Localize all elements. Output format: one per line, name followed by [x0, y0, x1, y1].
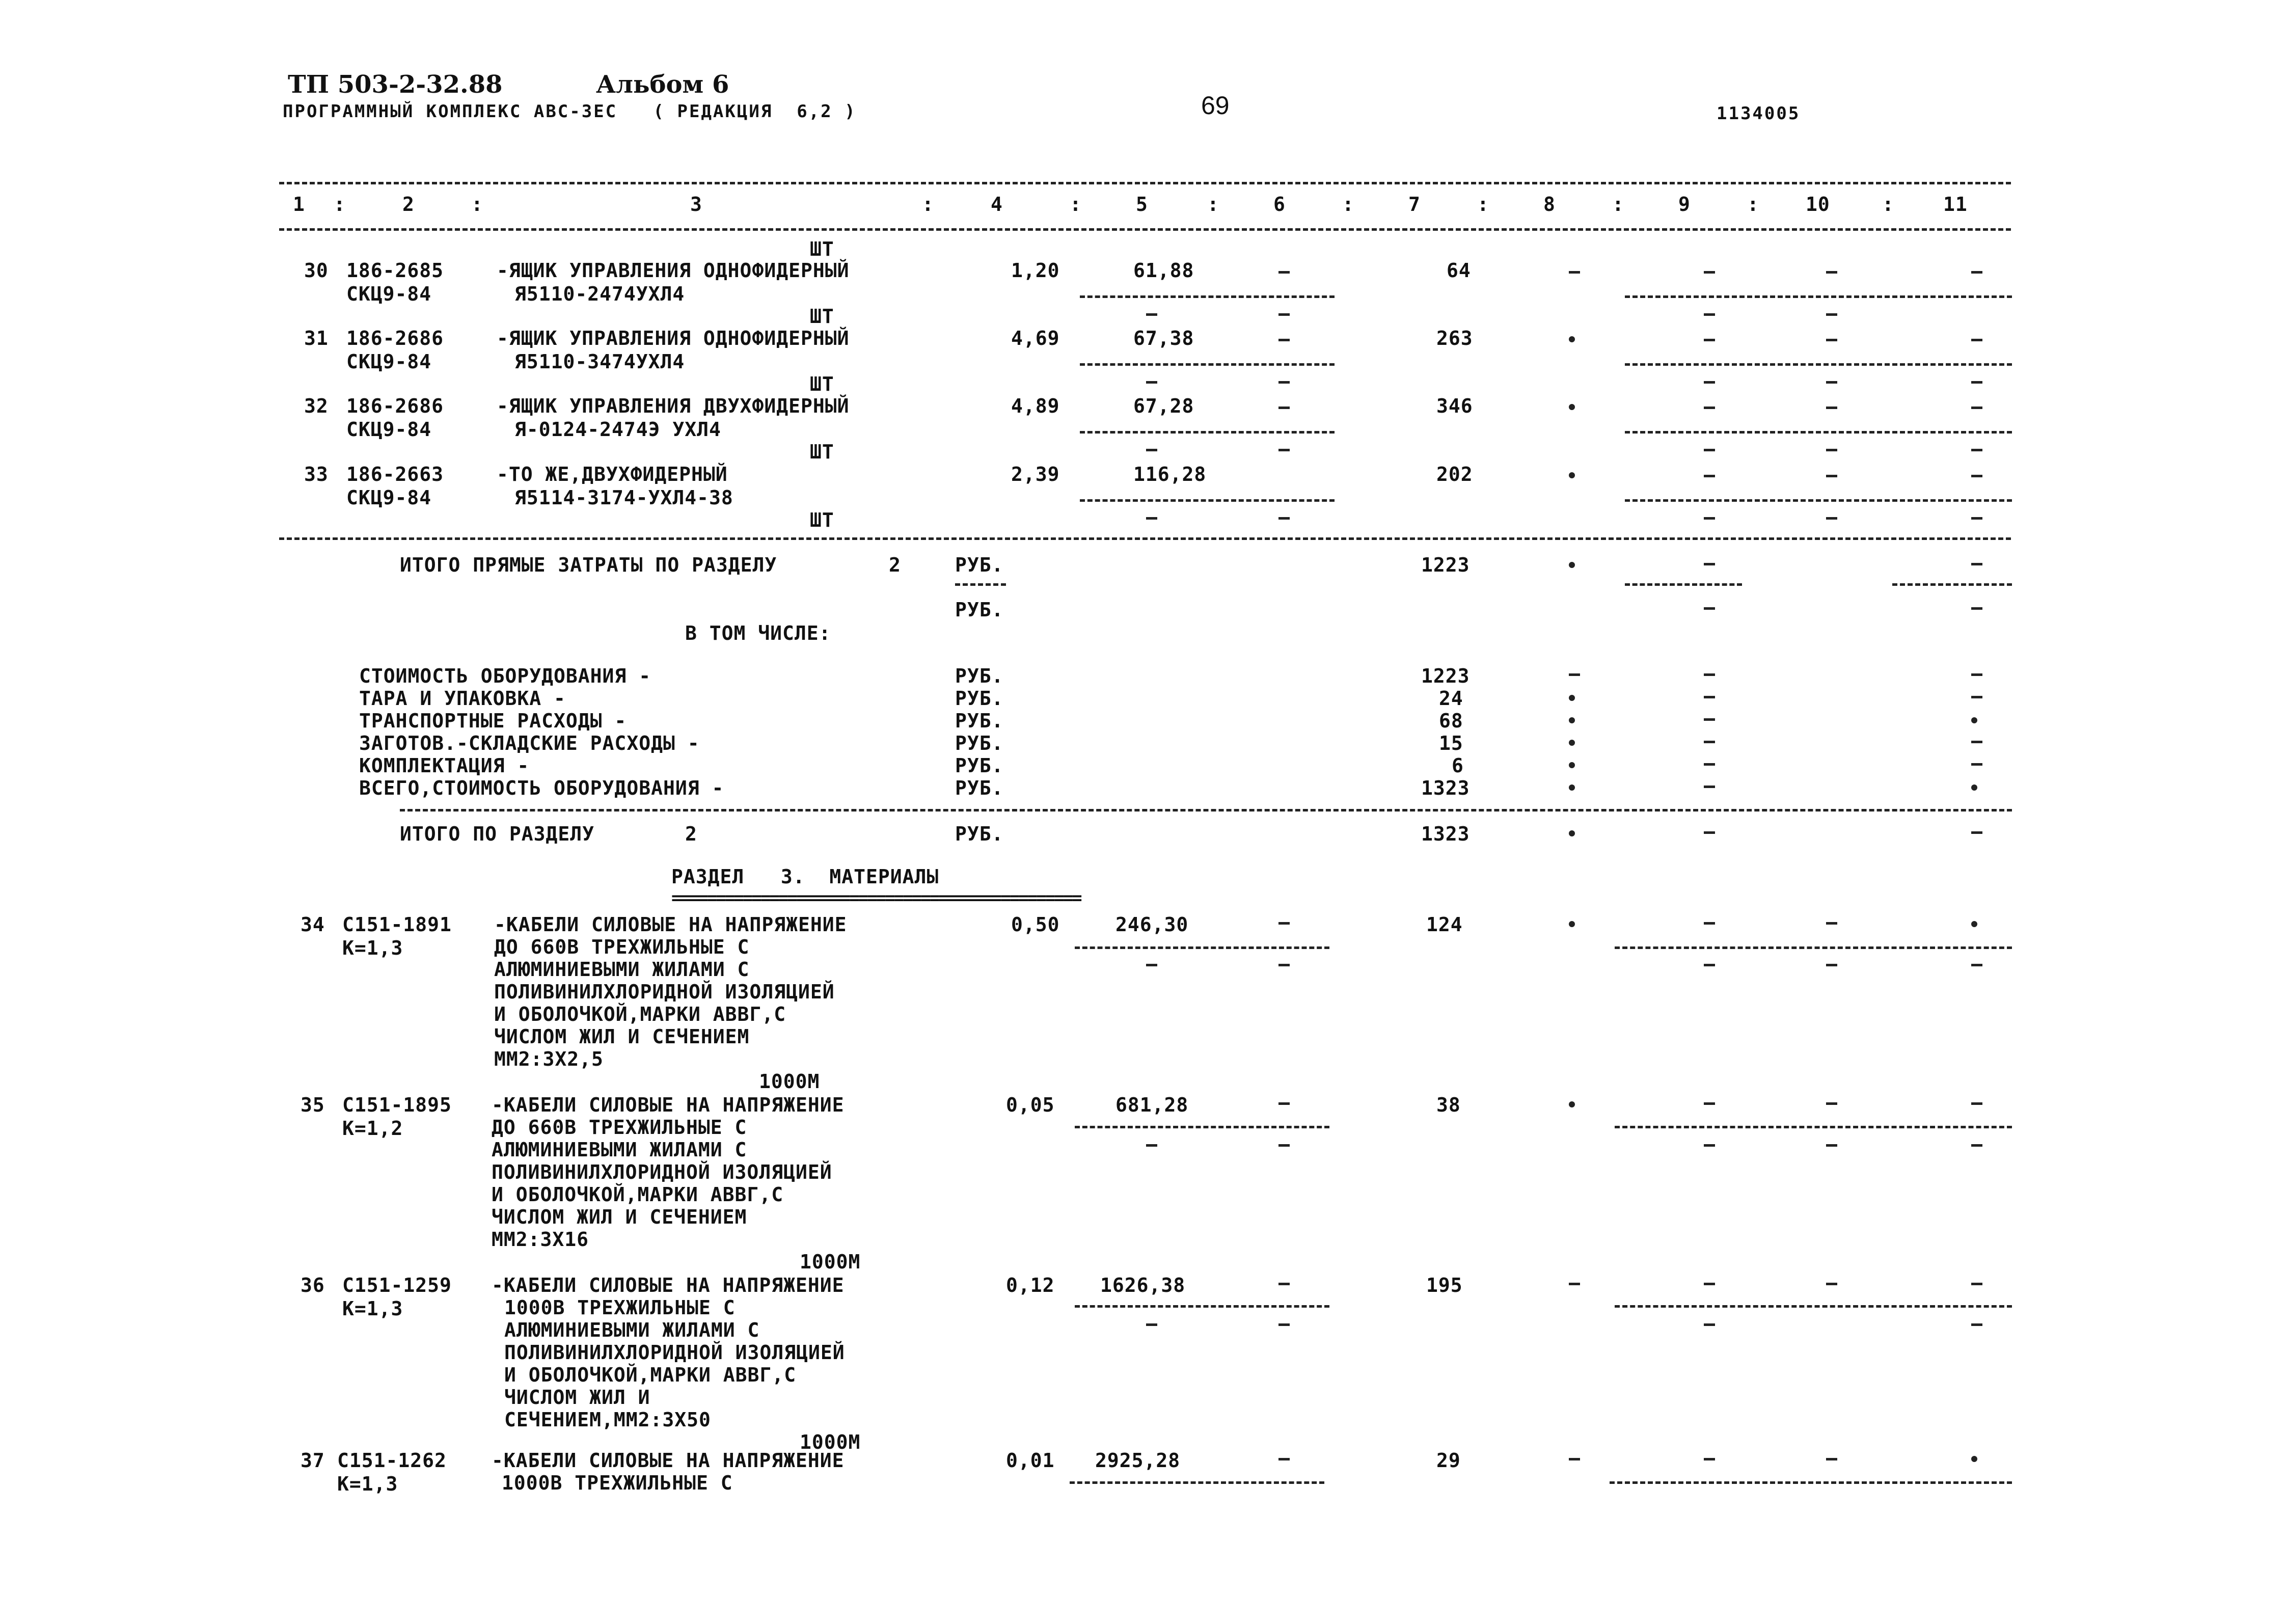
direct-cost-unit-2: РУБ.	[955, 599, 1004, 621]
row-quantity: 0,01	[1006, 1449, 1055, 1472]
empty-mark	[1278, 313, 1290, 316]
row-desc-line: АЛЮМИНИЕВЫМИ ЖИЛАМИ С	[494, 958, 750, 981]
row-desc-line: ДО 660В ТРЕХЖИЛЬНЫЕ С	[492, 1116, 747, 1139]
breakdown-value: 24	[1439, 687, 1463, 710]
table-top-border	[279, 182, 2011, 184]
empty-mark	[1278, 517, 1290, 520]
col-sep: :	[471, 193, 483, 215]
breakdown-unit: РУБ.	[955, 665, 1004, 687]
row-separator	[1625, 499, 2012, 502]
breakdown-value: 1323	[1421, 777, 1470, 799]
bullet-mark	[1971, 1456, 1977, 1462]
row-separator	[1892, 583, 2012, 586]
row-number: 31	[304, 327, 329, 349]
row-separator	[1625, 295, 2012, 298]
col-sep: :	[1070, 193, 1082, 215]
row-description: -ЯЩИК УПРАВЛЕНИЯ ОДНОФИДЕРНЫЙ	[497, 327, 850, 349]
row-number: 30	[304, 259, 329, 282]
empty-mark	[1971, 449, 1982, 451]
col-header-5: 5	[1136, 193, 1148, 215]
row-code: С151-1262	[337, 1449, 447, 1472]
breakdown-unit: РУБ.	[955, 732, 1004, 754]
row-desc-line: И ОБОЛОЧКОЙ,МАРКИ АВВГ,С	[494, 1003, 786, 1025]
section-total-value: 1323	[1421, 823, 1470, 845]
empty-mark	[1971, 741, 1982, 743]
row-desc-line: ЧИСЛОМ ЖИЛ И СЕЧЕНИЕМ	[492, 1206, 747, 1228]
empty-mark	[1826, 964, 1837, 966]
breakdown-value: 1223	[1421, 665, 1470, 687]
row-desc-line: -КАБЕЛИ СИЛОВЫЕ НА НАПРЯЖЕНИЕ	[492, 1094, 845, 1116]
empty-mark	[1971, 381, 1982, 384]
empty-mark	[1278, 407, 1290, 409]
empty-mark	[1146, 1144, 1157, 1147]
empty-mark	[1704, 1283, 1715, 1285]
empty-mark	[1704, 763, 1715, 766]
direct-cost-total: 1223	[1421, 554, 1470, 576]
section-rule	[400, 809, 2012, 811]
doc-code: ТП 503-2-32.88	[288, 70, 503, 99]
bullet-mark	[1569, 830, 1575, 836]
row-coefficient: К=1,3	[342, 1297, 403, 1320]
empty-mark	[1278, 339, 1290, 341]
row-total: 263	[1436, 327, 1473, 349]
row-separator	[1080, 499, 1335, 502]
section-total-unit: РУБ.	[955, 823, 1004, 845]
row-unit: ШТ	[810, 238, 834, 260]
row-number: 32	[304, 395, 329, 417]
row-desc-line: -КАБЕЛИ СИЛОВЫЕ НА НАПРЯЖЕНИЕ	[494, 913, 847, 936]
empty-mark	[1704, 517, 1715, 520]
bullet-mark	[1569, 1101, 1575, 1107]
row-total: 124	[1426, 913, 1463, 936]
row-number: 33	[304, 463, 329, 485]
empty-mark	[1971, 964, 1982, 966]
empty-mark	[1704, 339, 1715, 341]
bullet-mark	[1569, 921, 1575, 927]
empty-mark	[1278, 922, 1290, 925]
col-header-3: 3	[690, 193, 702, 215]
row-separator	[1625, 363, 2012, 366]
col-header-7: 7	[1408, 193, 1421, 215]
row-price: 67,28	[1133, 395, 1194, 417]
empty-mark	[1146, 1323, 1157, 1326]
empty-mark	[1704, 964, 1715, 966]
row-coefficient: К=1,3	[337, 1473, 398, 1495]
empty-mark	[1704, 475, 1715, 477]
row-price: 61,88	[1133, 259, 1194, 282]
empty-mark	[1278, 449, 1290, 451]
col-sep: :	[1342, 193, 1354, 215]
program-line: ПРОГРАММНЫЙ КОМПЛЕКС АВС-ЗЕС ( РЕДАКЦИЯ 6,2 )	[283, 101, 857, 122]
row-desc-line: ЧИСЛОМ ЖИЛ И	[504, 1386, 650, 1409]
bullet-mark	[1971, 717, 1977, 723]
col-header-6: 6	[1273, 193, 1286, 215]
empty-mark	[1826, 381, 1837, 384]
empty-mark	[1971, 1323, 1982, 1326]
section-title: РАЗДЕЛ 3. МАТЕРИАЛЫ	[671, 865, 939, 888]
row-description: -ЯЩИК УПРАВЛЕНИЯ ОДНОФИДЕРНЫЙ	[497, 259, 850, 282]
breakdown-unit: РУБ.	[955, 687, 1004, 710]
bullet-mark	[1971, 921, 1977, 927]
empty-mark	[1704, 1144, 1715, 1147]
bullet-mark	[1569, 336, 1575, 342]
row-code: С151-1891	[342, 913, 452, 936]
row-separator	[1080, 295, 1335, 298]
col-header-4: 4	[991, 193, 1003, 215]
breakdown-value: 68	[1439, 710, 1463, 732]
empty-mark	[1704, 673, 1715, 676]
row-quantity: 4,69	[1011, 327, 1060, 349]
row-coefficient: К=1,2	[342, 1117, 403, 1140]
row-price: 2925,28	[1095, 1449, 1181, 1472]
empty-mark	[1704, 313, 1715, 316]
row-separator	[1080, 431, 1335, 434]
col-sep: :	[1477, 193, 1489, 215]
row-number: 36	[301, 1274, 325, 1296]
album-label: Альбом 6	[596, 70, 729, 99]
empty-mark	[1704, 407, 1715, 409]
col-sep: :	[922, 193, 934, 215]
empty-mark	[1569, 1458, 1580, 1460]
bullet-mark	[1569, 562, 1575, 568]
empty-mark	[1704, 1458, 1715, 1460]
section-title-underline: ==============================================	[671, 888, 1081, 908]
row-desc-line: ММ2:3Х2,5	[494, 1048, 604, 1070]
col-sep: :	[1612, 193, 1624, 215]
row-coefficient: К=1,3	[342, 937, 403, 959]
row-separator	[1615, 1126, 2012, 1128]
row-separator	[1075, 1126, 1329, 1128]
col-sep: :	[334, 193, 346, 215]
row-description: -ЯЩИК УПРАВЛЕНИЯ ДВУХФИДЕРНЫЙ	[497, 395, 850, 417]
breakdown-label: КОМПЛЕКТАЦИЯ -	[359, 754, 530, 777]
row-desc-line: 1000В ТРЕХЖИЛЬНЫЕ С	[504, 1296, 736, 1319]
bullet-mark	[1971, 784, 1977, 791]
breakdown-unit: РУБ.	[955, 754, 1004, 777]
row-total: 202	[1436, 463, 1473, 485]
row-price: 67,38	[1133, 327, 1194, 349]
empty-mark	[1569, 1283, 1580, 1285]
row-desc-line: ММ2:3Х16	[492, 1228, 589, 1251]
empty-mark	[1971, 517, 1982, 520]
col-header-2: 2	[402, 193, 415, 215]
empty-mark	[1704, 741, 1715, 743]
empty-mark	[1704, 607, 1715, 610]
empty-mark	[1278, 1323, 1290, 1326]
empty-mark	[1971, 271, 1982, 274]
bullet-mark	[1569, 404, 1575, 410]
row-code-2: СКЦ9-84	[346, 350, 432, 373]
breakdown-label: ТРАНСПОРТНЫЕ РАСХОДЫ -	[359, 710, 627, 732]
row-description-2: Я5110-3474УХЛ4	[514, 350, 685, 373]
row-unit: 1000М	[800, 1431, 861, 1453]
empty-mark	[1826, 313, 1837, 316]
row-separator	[1615, 946, 2012, 949]
empty-mark	[1704, 1323, 1715, 1326]
row-description: -ТО ЖЕ,ДВУХФИДЕРНЫЙ	[497, 463, 728, 485]
table-header-border	[279, 228, 2011, 231]
empty-mark	[1971, 1144, 1982, 1147]
empty-mark	[1704, 718, 1715, 721]
empty-mark	[1704, 563, 1715, 565]
empty-mark	[1146, 381, 1157, 384]
col-header-1: 1	[293, 193, 305, 215]
breakdown-value: 15	[1439, 732, 1463, 754]
bullet-mark	[1569, 695, 1575, 701]
row-description-2: Я5110-2474УХЛ4	[514, 283, 685, 305]
empty-mark	[1971, 763, 1982, 766]
row-desc-line: -КАБЕЛИ СИЛОВЫЕ НА НАПРЯЖЕНИЕ	[492, 1274, 845, 1296]
empty-mark	[1971, 831, 1982, 834]
empty-mark	[1146, 313, 1157, 316]
row-quantity: 0,50	[1011, 913, 1060, 936]
row-desc-line: АЛЮМИНИЕВЫМИ ЖИЛАМИ С	[504, 1319, 760, 1341]
empty-mark	[1971, 339, 1982, 341]
row-total: 195	[1426, 1274, 1463, 1296]
row-unit: 1000М	[759, 1070, 820, 1093]
row-quantity: 4,89	[1011, 395, 1060, 417]
breakdown-label: ЗАГОТОВ.-СКЛАДСКИЕ РАСХОДЫ -	[359, 732, 700, 754]
row-number: 35	[301, 1094, 325, 1116]
including-label: В ТОМ ЧИСЛЕ:	[685, 622, 831, 644]
row-description-2: Я5114-3174-УХЛ4-38	[514, 486, 733, 509]
col-sep: :	[1207, 193, 1219, 215]
empty-mark	[1146, 964, 1157, 966]
empty-mark	[1826, 1102, 1837, 1105]
row-price: 1626,38	[1100, 1274, 1186, 1296]
row-total: 64	[1447, 259, 1471, 282]
empty-mark	[1971, 1283, 1982, 1285]
row-desc-line: ПОЛИВИНИЛХЛОРИДНОЙ ИЗОЛЯЦИЕЙ	[504, 1341, 845, 1364]
unit-underline	[955, 583, 1006, 586]
empty-mark	[1826, 271, 1837, 274]
empty-mark	[1704, 449, 1715, 451]
empty-mark	[1971, 607, 1982, 610]
row-quantity: 0,12	[1006, 1274, 1055, 1296]
row-total: 346	[1436, 395, 1473, 417]
row-desc-line: И ОБОЛОЧКОЙ,МАРКИ АВВГ,С	[504, 1364, 797, 1386]
breakdown-label: ВСЕГО,СТОИМОСТЬ ОБОРУДОВАНИЯ -	[359, 777, 724, 799]
col-header-8: 8	[1543, 193, 1556, 215]
row-desc-line: 1000В ТРЕХЖИЛЬНЫЕ С	[502, 1472, 733, 1494]
row-separator	[1625, 583, 1742, 586]
row-unit: 1000М	[800, 1251, 861, 1273]
row-desc-line: ПОЛИВИНИЛХЛОРИДНОЙ ИЗОЛЯЦИЕЙ	[492, 1161, 832, 1183]
row-separator	[1080, 363, 1335, 366]
row-code-2: СКЦ9-84	[346, 283, 432, 305]
empty-mark	[1278, 1458, 1290, 1460]
empty-mark	[1569, 271, 1580, 274]
empty-mark	[1146, 449, 1157, 451]
col-sep: :	[1747, 193, 1759, 215]
bullet-mark	[1569, 784, 1575, 791]
empty-mark	[1826, 1458, 1837, 1460]
row-unit: ШТ	[810, 441, 834, 463]
empty-mark	[1278, 271, 1290, 274]
page-number: 69	[1201, 91, 1230, 120]
row-code: С151-1259	[342, 1274, 452, 1296]
row-code: 186-2663	[346, 463, 444, 485]
row-code: 186-2686	[346, 395, 444, 417]
empty-mark	[1278, 964, 1290, 966]
col-header-11: 11	[1943, 193, 1968, 215]
bullet-mark	[1569, 740, 1575, 746]
row-price: 116,28	[1133, 463, 1207, 485]
breakdown-label: ТАРА И УПАКОВКА -	[359, 687, 566, 710]
bullet-mark	[1569, 717, 1575, 723]
breakdown-unit: РУБ.	[955, 710, 1004, 732]
empty-mark	[1826, 475, 1837, 477]
row-separator	[1075, 946, 1329, 949]
empty-mark	[1704, 922, 1715, 925]
row-price: 681,28	[1115, 1094, 1189, 1116]
section-total-number: 2	[685, 823, 697, 845]
row-code-2: СКЦ9-84	[346, 486, 432, 509]
row-description-2: Я-0124-2474Э УХЛ4	[514, 418, 721, 441]
empty-mark	[1826, 449, 1837, 451]
row-separator	[1075, 1305, 1329, 1308]
empty-mark	[1826, 1144, 1837, 1147]
empty-mark	[1704, 696, 1715, 698]
row-desc-line: ДО 660В ТРЕХЖИЛЬНЫЕ С	[494, 936, 750, 958]
row-desc-line: И ОБОЛОЧКОЙ,МАРКИ АВВГ,С	[492, 1183, 784, 1206]
row-total: 29	[1436, 1449, 1461, 1472]
row-desc-line: АЛЮМИНИЕВЫМИ ЖИЛАМИ С	[492, 1139, 747, 1161]
document-id: 1134005	[1717, 103, 1801, 124]
empty-mark	[1704, 786, 1715, 788]
row-separator	[1070, 1481, 1324, 1484]
empty-mark	[1278, 1144, 1290, 1147]
col-header-10: 10	[1806, 193, 1830, 215]
row-code: 186-2685	[346, 259, 444, 282]
bullet-mark	[1569, 762, 1575, 768]
row-code: 186-2686	[346, 327, 444, 349]
row-quantity: 0,05	[1006, 1094, 1055, 1116]
direct-cost-unit: РУБ.	[955, 554, 1004, 576]
empty-mark	[1971, 673, 1982, 676]
row-code-2: СКЦ9-84	[346, 418, 432, 441]
section-rule	[279, 537, 2011, 540]
empty-mark	[1704, 831, 1715, 834]
row-desc-line: -КАБЕЛИ СИЛОВЫЕ НА НАПРЯЖЕНИЕ	[492, 1449, 845, 1472]
empty-mark	[1278, 1102, 1290, 1105]
row-number: 34	[301, 913, 325, 936]
empty-mark	[1826, 407, 1837, 409]
breakdown-unit: РУБ.	[955, 777, 1004, 799]
row-code: С151-1895	[342, 1094, 452, 1116]
row-separator	[1610, 1481, 2012, 1484]
row-quantity: 2,39	[1011, 463, 1060, 485]
empty-mark	[1971, 696, 1982, 698]
row-separator	[1615, 1305, 2012, 1308]
empty-mark	[1704, 381, 1715, 384]
row-unit: ШТ	[810, 305, 834, 328]
col-sep: :	[1882, 193, 1894, 215]
empty-mark	[1278, 1283, 1290, 1285]
empty-mark	[1569, 673, 1580, 676]
empty-mark	[1704, 271, 1715, 274]
section-total-label: ИТОГО ПО РАЗДЕЛУ	[400, 823, 595, 845]
row-separator	[1625, 431, 2012, 434]
row-desc-line: ЧИСЛОМ ЖИЛ И СЕЧЕНИЕМ	[494, 1025, 750, 1048]
direct-cost-section: 2	[889, 554, 901, 576]
breakdown-value: 6	[1452, 754, 1464, 777]
empty-mark	[1278, 381, 1290, 384]
bullet-mark	[1569, 472, 1575, 478]
row-desc-line: СЕЧЕНИЕМ,ММ2:3Х50	[504, 1409, 711, 1431]
col-header-9: 9	[1678, 193, 1691, 215]
empty-mark	[1826, 339, 1837, 341]
empty-mark	[1971, 475, 1982, 477]
direct-cost-label: ИТОГО ПРЯМЫЕ ЗАТРАТЫ ПО РАЗДЕЛУ	[400, 554, 777, 576]
row-total: 38	[1436, 1094, 1461, 1116]
empty-mark	[1971, 407, 1982, 409]
row-unit: ШТ	[810, 373, 834, 395]
empty-mark	[1971, 1102, 1982, 1105]
row-unit: ШТ	[810, 509, 834, 531]
empty-mark	[1826, 922, 1837, 925]
empty-mark	[1704, 1102, 1715, 1105]
breakdown-label: СТОИМОСТЬ ОБОРУДОВАНИЯ -	[359, 665, 651, 687]
row-quantity: 1,20	[1011, 259, 1060, 282]
row-desc-line: ПОЛИВИНИЛХЛОРИДНОЙ ИЗОЛЯЦИЕЙ	[494, 981, 835, 1003]
empty-mark	[1146, 517, 1157, 520]
row-number: 37	[301, 1449, 325, 1472]
empty-mark	[1971, 563, 1982, 565]
empty-mark	[1826, 517, 1837, 520]
empty-mark	[1826, 1283, 1837, 1285]
row-price: 246,30	[1115, 913, 1189, 936]
